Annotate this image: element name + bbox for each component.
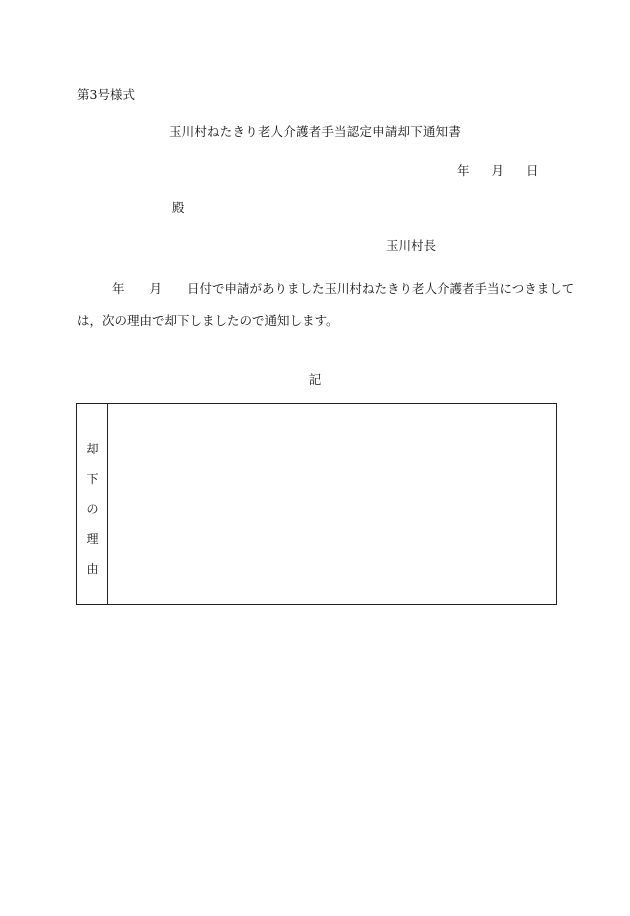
reason-label-char: 却 bbox=[86, 442, 99, 456]
issuer-name: 玉川村長 bbox=[386, 238, 437, 253]
reason-content-cell[interactable] bbox=[108, 404, 556, 604]
reason-table bbox=[76, 403, 557, 605]
date-year-label: 年 bbox=[457, 163, 470, 178]
reason-label-cell bbox=[77, 404, 108, 604]
reason-label-char: の bbox=[86, 502, 99, 516]
date-day-label: 日 bbox=[526, 163, 539, 178]
document-title: 玉川村ねたきり老人介護者手当認定申請却下通知書 bbox=[168, 124, 462, 139]
form-number: 第3号様式 bbox=[77, 87, 135, 102]
addressee-honorific: 殿 bbox=[172, 200, 185, 215]
body-text-line-2: は，次の理由で却下しましたので通知します。 bbox=[77, 313, 339, 328]
date-line bbox=[457, 161, 539, 179]
reason-label-char: 理 bbox=[86, 532, 99, 546]
body-text-line-1: 年 月 日付で申請がありました玉川村ねたきり老人介護者手当につきまして bbox=[112, 281, 575, 296]
reason-label-char: 下 bbox=[86, 472, 99, 486]
reason-label-char: 由 bbox=[86, 562, 99, 576]
ki-heading: 記 bbox=[308, 372, 322, 387]
date-month-label: 月 bbox=[491, 163, 505, 178]
